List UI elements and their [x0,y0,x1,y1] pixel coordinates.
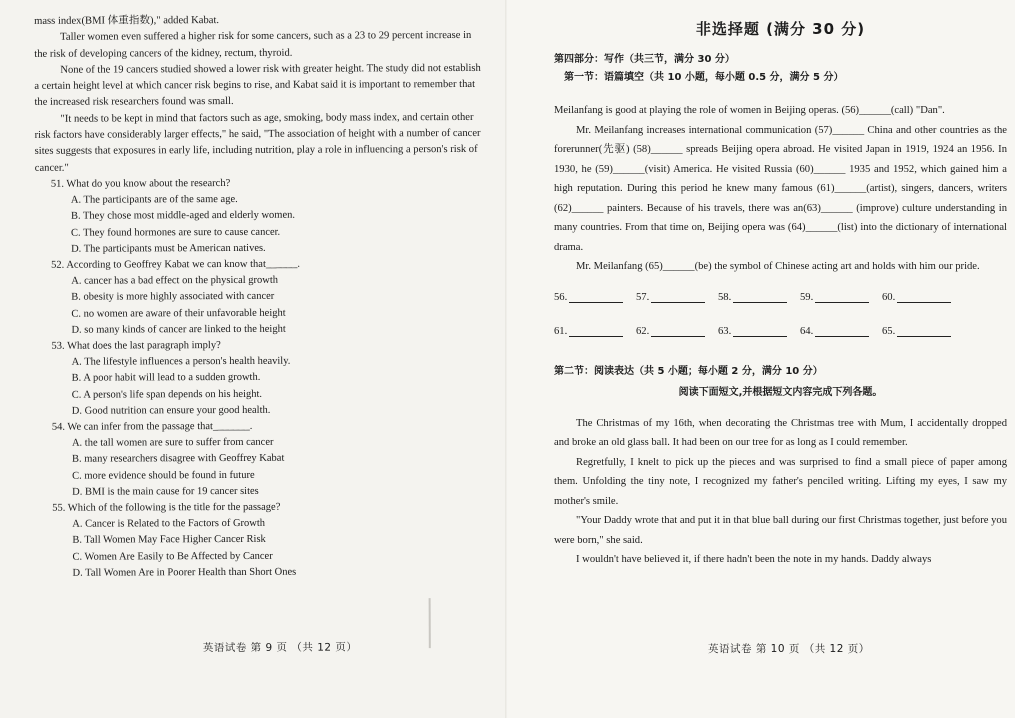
reading-paragraph-4: I wouldn't have believed it, if there hadn't been the note in my hands. Daddy always [576,554,932,565]
answer-number: 64. [800,325,814,337]
intro-paragraph-3: None of the 19 cancers studied showed a lower risk with greater height. The study did not establish a certain height level at which cancer risk begins to rise, and Kabat said it is important to remember that the increased risk researchers found was small. [34,62,481,109]
answer-row-2 [554,325,1007,337]
answer-line [897,325,951,337]
answer-number: 63. [718,325,732,337]
option-d: D. The participants must be American natives. [71,242,266,255]
option-d: D. so many kinds of cancer are linked to the height [71,323,286,336]
answer-line [815,325,869,337]
option-a: A. cancer has a bad effect on the physical growth [71,274,279,287]
option-b: B. Tall Women May Face Higher Cancer Risk [72,534,266,547]
option-d: D. Good nutrition can ensure your good health. [71,404,271,417]
option-b: B. They chose most middle-aged and elderly women. [70,210,296,223]
answer-slot[interactable] [882,325,964,337]
question-stem: 51. What do you know about the research? [50,177,231,190]
answer-slot[interactable] [800,325,882,337]
answer-slot[interactable] [800,291,882,303]
section2-heading: 第二节：阅读表达（共 5 小题；每小题 2 分，满分 10 分） [554,365,823,377]
page-footer-right: 英语试卷 第 10 页 （共 12 页） [708,643,870,655]
answer-slot[interactable] [718,325,800,337]
intro-line-1: mass index(BMI 体重指数)," added Kabat. [34,15,220,27]
page-footer-left: 英语试卷 第 9 页 （共 12 页） [202,641,358,655]
option-a: A. the tall women are sure to suffer from cancer [71,437,274,449]
option-d: D. Tall Women Are in Poorer Health than Short Ones [72,566,297,579]
section1-heading: 第一节：语篇填空（共 10 小题，每小题 0.5 分，满分 5 分） [564,72,844,83]
scan-mark [429,598,431,648]
answer-line [651,291,705,303]
reading-paragraph-2: Regretfully, I knelt to pick up the pieces and was surprised to find a small piece of paper among them. Unfolding the tiny note, I recognized my father's penciled writing. Lifting my eyes, I saw my mother's smile. [554,456,1007,507]
option-a: A. Cancer is Related to the Factors of Growth [72,518,266,530]
answer-line [569,291,623,303]
option-c: C. more evidence should be found in future [72,469,255,482]
intro-paragraph-2: Taller women even suffered a higher risk for some cancers, such as a 23 to 29 percent increase in the risk of developing cancers of the kidney, rectum, thyroid. [34,30,472,60]
right-page [508,0,1015,718]
answer-number: 65. [882,325,896,337]
question-stem: 54. We can infer from the passage that_______. [51,420,253,433]
question-54 [36,418,484,501]
cloze-paragraph-1: Meilanfang is good at playing the role of women in Beijing operas. (56)______(call) "Dan". [554,105,945,116]
option-b: B. A poor habit will lead to a sudden growth. [71,372,261,385]
answer-slot[interactable] [636,325,718,337]
answer-number: 59. [800,291,814,303]
option-b: B. many researchers disagree with Geoffrey Kabat [71,453,285,466]
answer-slot[interactable] [636,291,718,303]
option-a: A. The participants are of the same age. [70,194,238,206]
option-d: D. BMI is the main cause for 19 cancer sites [72,485,259,498]
answer-slot[interactable] [554,325,636,337]
answer-line [815,291,869,303]
cloze-paragraph-2: Mr. Meilanfang increases international communication (57)______ China and other countries as the forerunner(先驱) (58)______ spreads Beijing opera abroad. He visited Japan in 1919, 1924 an 1956. In 1930, he (59)______(visit) America. He visited Russia (60)______ 1935 and 1952, which gained him a high reputation. During this period he knew many famous (61)______(artist), singers, dancers, writers (62)______ painters. Because of his travels, there was an(63)______ (improve) culture understanding in many countries. From that time on, Beijing opera was (64)______(list) into the dictionary of international drama. [554,124,1007,253]
answer-number: 62. [636,325,650,337]
answer-row-1 [554,291,1007,303]
intro-paragraph-4: "It needs to be kept in mind that factors such as age, smoking, body mass index, and certain other risk factors have considerably larger effects," he said, "The association of height with a number of cancer sites suggests that exposures in early life, including nutrition, play a role in influencing a person's risk of cancer." [34,111,481,174]
reading-paragraph-1: The Christmas of my 16th, when decorating the Christmas tree with Mum, I accidentally dropped and broke an old glass ball. It had been on our tree for as long as I could remember. [554,417,1007,448]
part4-heading: 第四部分：写作（共三节，满分 30 分） [554,54,735,65]
answer-slot[interactable] [882,291,964,303]
answer-line [897,291,951,303]
option-c: C. A person's life span depends on his height. [71,388,263,401]
answer-slot[interactable] [718,291,800,303]
answer-line [733,291,787,303]
option-b: B. obesity is more highly associated with cancer [71,291,275,304]
question-53 [35,337,483,420]
question-stem: 53. What does the last paragraph imply? [51,340,221,352]
answer-line [569,325,623,337]
answer-number: 58. [718,291,732,303]
section-title: 非选择题 (满分 30 分) [695,20,866,38]
question-55 [36,499,484,582]
question-52 [35,256,483,339]
question-stem: 55. Which of the following is the title for the passage? [52,501,281,514]
answer-number: 56. [554,291,568,303]
option-c: C. Women Are Easily to Be Affected by Cancer [72,550,273,563]
answer-number: 57. [636,291,650,303]
question-51 [35,175,483,258]
answer-line [733,325,787,337]
option-c: C. no women are aware of their unfavorable height [71,307,286,320]
answer-line [651,325,705,337]
option-c: C. They found hormones are sure to cause cancer. [70,226,281,239]
answer-number: 61. [554,325,568,337]
answer-number: 60. [882,291,896,303]
option-a: A. The lifestyle influences a person's health heavily. [71,355,291,368]
question-stem: 52. According to Geoffrey Kabat we can know that______. [51,258,301,271]
reading-paragraph-3: "Your Daddy wrote that and put it in that blue ball during our first Christmas together, just before you were born," she said. [554,515,1007,546]
cloze-paragraph-3: Mr. Meilanfang (65)______(be) the symbol of Chinese acting art and holds with him our pride. [576,261,980,272]
answer-slot[interactable] [554,291,636,303]
section2-instruction: 阅读下面短文,并根据短文内容完成下列各题。 [678,386,883,398]
